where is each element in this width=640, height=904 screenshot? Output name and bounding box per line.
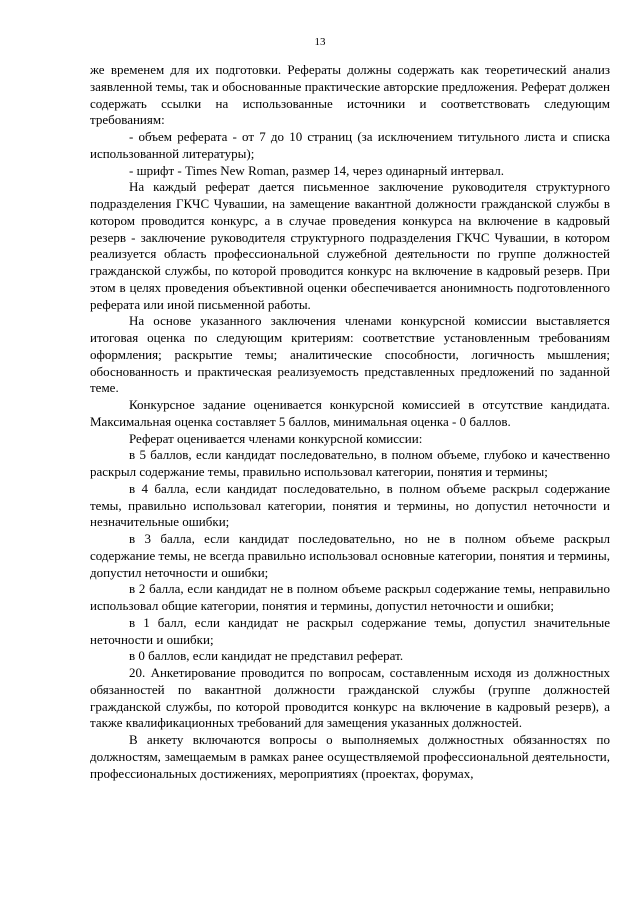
grade-item-1: в 1 балл, если кандидат не раскрыл содержание темы, допустил значительные неточности и ошибки;: [90, 614, 610, 647]
grade-item-0: в 0 баллов, если кандидат не представил реферат.: [129, 648, 404, 664]
requirement-item-volume: - объем реферата - от 7 до 10 страниц (за исключением титульного листа и списка использованной литературы);: [90, 129, 610, 161]
grade-item-4: в 4 балла, если кандидат последовательно, в полном объеме раскрыл содержание темы, правильно использовал категории, понятия и термины, но допустил неточности и незначительные ошибки;: [90, 480, 610, 530]
paragraph-survey-questions: В анкету включаются вопросы о выполняемых должностных обязанностях по должностям, замещаемым в рамках ранее осуществляемой профессиональной деятельности, профессиональных достижениях, мероприятиях (проектах, форумах,: [90, 732, 610, 781]
requirement-item-font: - шрифт - Times New Roman, размер 14, через одинарный интервал.: [129, 162, 504, 178]
grade-item-2: в 2 балла, если кандидат не в полном объеме раскрыл содержание темы, неправильно использовал общие категории, понятия и термины, допустил неточности и ошибки;: [90, 581, 610, 613]
paragraph-criteria: На основе указанного заключения членами конкурсной комиссии выставляется итоговая оценка по следующим критериям: соответствие установленным требованиям оформления; раскрытие темы; аналитические способности, логичность мышления; обоснованность и практическая реализуемость представленных предложений по заданной теме.: [90, 313, 610, 396]
paragraph-assessment: Конкурсное задание оценивается конкурсной комиссией в отсутствие кандидата. Максимальная оценка составляет 5 баллов, минимальная оценка - 0 баллов.: [90, 397, 610, 429]
paragraph-grading-intro: Реферат оценивается членами конкурсной комиссии:: [129, 430, 423, 446]
paragraph-conclusion: На каждый реферат дается письменное заключение руководителя структурного подразделения ГКЧС Чувашии, на замещение вакантной должности гражданской службы в котором проводится конкурс, а в случае проведения конкурса на включение в кадровый резерв - заключение руководителя структурного подразделения ГКЧС Чувашии, в котором реализуется область профессиональной служебной деятельности по группе должностей гражданской службы, по которой проводится конкурс на включение в кадровый резерв. При этом в целях проведения объективной оценки обеспечивается анонимность подготовленного реферата или иной письменной работы.: [90, 179, 610, 312]
grade-item-3: в 3 балла, если кандидат последовательно, но не в полном объеме раскрыл содержание темы, не всегда правильно использовал основные категории, понятия и термины, допустил неточности и ошибки;: [90, 531, 610, 580]
paragraph-survey: 20. Анкетирование проводится по вопросам, составленным исходя из должностных обязанностей по вакантной должности гражданской службы (группе должностей гражданской службы, по которой проводится конкурс на включение в кадровый резерв), а также квалификационных требований для замещения указанных должностей.: [90, 665, 610, 731]
grade-item-5: в 5 баллов, если кандидат последовательно, в полном объеме, глубоко и качественно раскрыл содержание темы, правильно использовал категории, понятия и термины;: [90, 447, 610, 479]
paragraph-continuation: же временем для их подготовки. Рефераты должны содержать как теоретический анализ заявленной темы, так и обоснованные практические авторские предложения. Реферат должен содержать ссылки на использованные источники и соответствовать следующим требованиям:: [90, 62, 610, 128]
page-number: 13: [314, 36, 326, 48]
page-body: [90, 62, 610, 782]
